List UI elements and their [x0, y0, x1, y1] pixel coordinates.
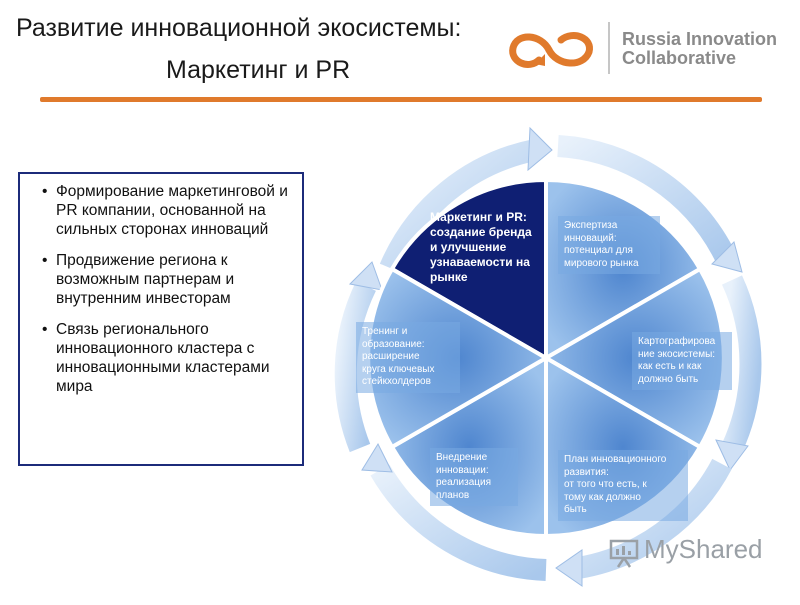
page-title-line2: Маркетинг и PR [166, 56, 351, 84]
segment-line: образование: [362, 338, 425, 350]
segment-line: как есть и как [638, 361, 702, 372]
segment-label-training [356, 322, 460, 393]
segment-label-marketing [430, 210, 550, 285]
segment-line: ние экосистемы: [638, 348, 716, 360]
segment-line: создание бренда [430, 225, 532, 239]
logo-line1: Russia Innovation [622, 29, 778, 49]
segment-line: планов [436, 489, 470, 501]
watermark-text [644, 534, 763, 565]
segment-line: инноваций: [564, 232, 617, 244]
logo-divider [608, 22, 610, 74]
segment-line: реализация [436, 477, 491, 488]
bullet-list [42, 182, 292, 396]
bullet-item: • Связь регионального инновационного кластера с инновационными кластерами мира [42, 320, 292, 396]
segment-line: Маркетинг и PR: [430, 210, 527, 224]
segment-line: мирового рынка [564, 257, 639, 269]
bullet-list-box [18, 172, 304, 466]
segment-line: Экспертиза [564, 220, 618, 231]
innovation-cycle-diagram [320, 118, 790, 600]
segment-line: быть [564, 504, 587, 515]
segment-line: инновации: [436, 464, 489, 476]
segment-line: от того что есть, к [564, 479, 647, 490]
bullet-item: • Формирование маркетинговой и PR компании, основанной на сильных сторонах инноваций [42, 182, 292, 239]
segment-line: Тренинг и [362, 326, 408, 337]
segment-label-implementation [430, 448, 518, 506]
segment-line: расширение [362, 351, 420, 362]
presentation-board-icon [608, 538, 640, 568]
segment-line: План инновационного [564, 454, 667, 465]
segment-line: узнаваемости на [430, 255, 530, 269]
segment-line: Внедрение [436, 452, 488, 463]
logo-text [622, 30, 777, 68]
bullet-item: • Продвижение региона к возможным партнерам и внутренним инвесторам [42, 251, 292, 308]
logo-line2: Collaborative [622, 48, 737, 68]
segment-line: развития: [564, 466, 609, 478]
segment-line: стейкхолдеров [362, 376, 431, 387]
segment-line: должно быть [638, 373, 699, 385]
segment-line: Картографирова [638, 336, 716, 347]
segment-label-plan [558, 450, 688, 521]
segment-line: тому как должно [564, 491, 641, 503]
watermark-label: MyShared [644, 534, 763, 564]
segment-line: рынке [430, 270, 468, 284]
page-title-line1: Развитие инновационной экосистемы: [16, 14, 462, 42]
segment-label-mapping [632, 332, 732, 390]
segment-line: потенциал для [564, 245, 633, 256]
segment-line: и улучшение [430, 240, 507, 254]
infinity-logo-icon [505, 24, 597, 76]
segment-line: круга ключевых [362, 363, 435, 375]
segment-label-expertise [558, 216, 660, 274]
title-underline [40, 97, 762, 102]
